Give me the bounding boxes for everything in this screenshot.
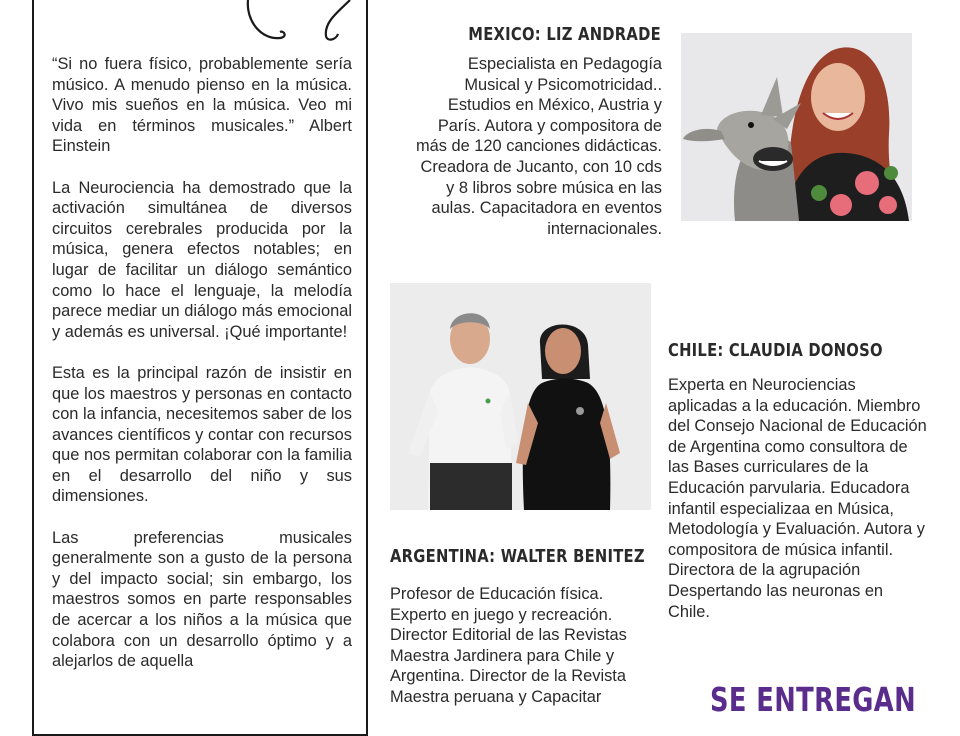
liz-andrade-photo (681, 33, 912, 221)
walter-benitez-and-claudia-donoso-photo (390, 283, 651, 510)
teachers-paragraph: Esta es la principal razón de insistir en que los maestros y personas en contacto con la infancia, necesitemos saber de los avances científicos y contar con recursos que nos permitan colaborar con la familia en el desarrollo del niño y sus dimensiones. (52, 363, 352, 506)
se-entregan-banner: SE ENTREGAN (710, 680, 917, 719)
preferences-paragraph: Las preferencias musicales generalmente son a gusto de la persona y del impacto social; sin embargo, los maestros somos en parte responsables de acercar a los niños a la música que colabora con un desarrollo óptimo y a alejarlos de aquella (52, 528, 352, 671)
mexico-heading: MEXICO: LIZ ANDRADE (468, 24, 661, 45)
chile-bio: Experta en Neurociencias aplicadas a la educación. Miembro del Consejo Nacional de Educación de Argentina como consultora de las Bases curriculares de la Educación parvularia. Educadora infantil especializaa en Música, Metodología y Evaluación. Autora y compositora de música infantil. Directora de la agrupación Despertando las neuronas en Chile. (668, 376, 927, 621)
left-column-text (52, 54, 352, 692)
decorative-swirl-icon (240, 0, 360, 44)
mexico-bio: Especialista en Pedagogía Musical y Psicomotricidad.. Estudios en México, Austria y París. Autora y compositora de más de 120 canciones didácticas. Creadora de Jucanto, con 10 cds y 8 libros sobre música en las aulas. Capacitadora en eventos internacionales. (415, 55, 662, 238)
argentina-bio: Profesor de Educación física. Experto en juego y recreación. Director Editorial de las Revistas Maestra Jardinera para Chile y Argentina. Director de la Revista Maestra peruana y Capacitar (390, 585, 627, 706)
neuroscience-paragraph: La Neurociencia ha demostrado que la activación simultánea de diversos circuitos cerebrales producida por la música, genera efectos notables; en lugar de facilitar un diálogo semántico como lo hace el lenguaje, la melodía parece mediar un diálogo más emocional y además es universal. ¡Qué importante! (52, 178, 352, 341)
chile-heading: CHILE: CLAUDIA DONOSO (668, 340, 883, 361)
einstein-quote: “Si no fuera físico, probablemente sería músico. A menudo pienso en la música. Vivo mis sueños en la música. Veo mi vida en términos musicales.” Albert Einstein (52, 55, 352, 156)
argentina-heading: ARGENTINA: WALTER BENITEZ (390, 546, 645, 567)
